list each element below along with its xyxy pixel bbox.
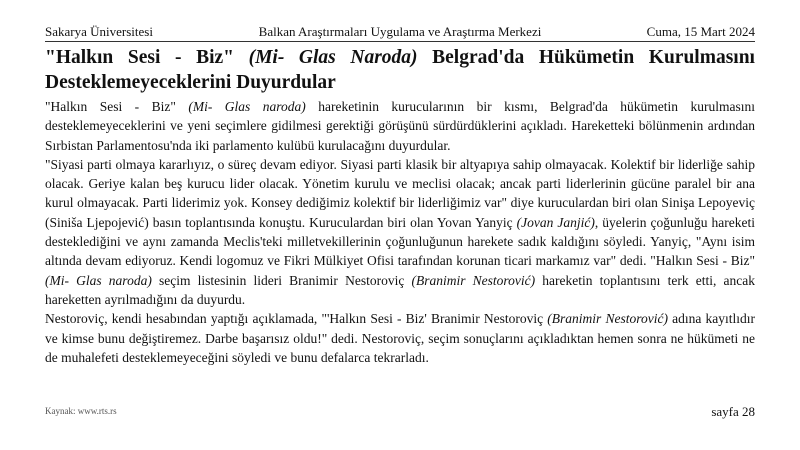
p2-text-italic-3: (Branimir Nestorović): [411, 272, 536, 288]
paragraph-3: [45, 309, 755, 367]
title-italic: (Mi- Glas Naroda): [248, 47, 418, 68]
article-body: [45, 97, 755, 367]
header-date: Cuma, 15 Mart 2024: [646, 24, 755, 39]
p2-text-c: , üyelerin çoğunluğu hareketi desteklediğini ve aynı zamanda Meclis'teki milletvekillerinin çoğunluğunun harekete sadık kaldığını söyledi. Yanyiç, "Aynı isim altında devam ediyoruz. Kendi logomuz ve Fikri Mülkiyet Ofisi tarafından korunan ticari markamız var" dedi. "Halkın Sesi - Biz": [45, 214, 755, 269]
p2-text-e: seçim listesinin lideri Branimir Nestoroviç: [151, 272, 412, 288]
page-header: [45, 5, 755, 42]
header-university: Sakarya Üniversitesi: [45, 24, 153, 39]
p2-text-italic-1: (Jovan Janjić): [516, 214, 595, 230]
source-note: Kaynak: www.rts.rs: [45, 406, 117, 416]
article-title: [45, 45, 755, 95]
p3-text-c: adına kayıtlıdır ve kimse bunu değiştiremez. Darbe başarısız oldu!" dedi. Nestoroviç, seçim sonuçlarını açıkladıktan hemen sonra ne hükümeti ne de muhalefeti desteklemeyeceğini söyledi ve bunu defalarca tekrarladı.: [45, 311, 756, 365]
p2-text-a: "Siyasi parti olmaya kararlıyız, o süreç devam ediyor. Siyasi parti klasik bir altyapıya sahip olmayacak. Kolektif bir liderliğe sahip olacak. Geriye kalan beş kurucu lider olacak. Yönetim kurulu ve meclisi olacak; ancak parti liderlerinin gücüne paralel bir ana kurul olmayacak. Parti liderimiz yok. Konsey dediğimiz kolektif bir liderliğimiz var" diye kuruculardan biri olan Sinişa Lepoyeviç (Siniša Ljepojević) basın toplantısında konuştu. Kuruculardan biri olan Yovan Yanyiç: [45, 156, 755, 230]
p3-text-a: Nestoroviç, kendi hesabından yaptığı açıklamada, "'Halkın Sesi - Biz' Branimir Nestoroviç: [45, 311, 548, 327]
p1-text-a: "Halkın Sesi - Biz": [45, 99, 189, 114]
p1-text-c: hareketinin kurucularının bir kısmı, Belgrad'da hükümetin kurulmasını desteklemeyeceklerini ve yeni seçimlere gidilmesi gerektiği görüşünü sürdürdüklerini açıkladı. Hareketteki bölünmenin ardından Sırbistan Parlamentosu'nda iki parlamento kulübü kurulacağını duyurdular.: [45, 99, 755, 153]
p2-text-italic-2: (Mi- Glas naroda): [45, 272, 152, 288]
p2-text-g: hareketin toplantısını terk etti, ancak hareketten ayrılmadığını da duyurdu.: [45, 272, 755, 307]
p1-text-italic: (Mi- Glas naroda): [188, 99, 306, 114]
p3-text-italic: (Branimir Nestorović): [547, 311, 668, 327]
title-part1: "Halkın Sesi - Biz": [45, 47, 249, 68]
title-part3: Belgrad'da Hükümetin Kurulmasını Desteklemeyeceklerini Duyurdular: [45, 47, 755, 93]
paragraph-2: [45, 155, 755, 309]
page-number: sayfa 28: [711, 404, 755, 419]
header-center-name: Balkan Araştırmaları Uygulama ve Araştırma Merkezi: [258, 24, 542, 39]
paragraph-1: [45, 97, 755, 155]
